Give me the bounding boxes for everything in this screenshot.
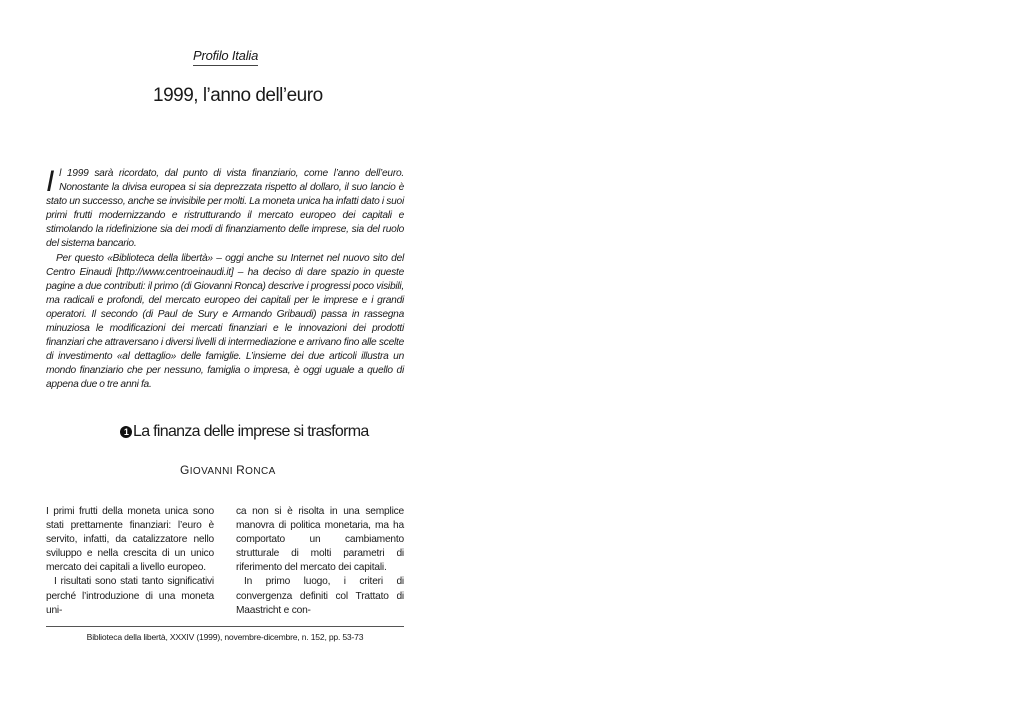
number-one-icon: 1 [120,426,132,438]
intro-paragraph-1-text: l 1999 sarà ricordato, dal punto di vista finanziario, come l’anno dell’euro. Nonostante la divisa europea si sia deprezzata rispetto al dollaro, il suo lancio è stato un successo, anche se invisibile per molti. La moneta unica ha infatti dato i suoi primi frutti modernizzando e ristrutturando il mercato europeo dei capitali e stimolando la ridefinizione sia dei modi di finanziamento delle imprese, sia del ruolo del sistema bancario. [46,168,404,250]
page-title: 1999, l’anno dell’euro [153,85,323,106]
drop-cap: I [46,165,55,198]
footer-citation: Biblioteca della libertà, XXXIV (1999), novembre-dicembre, n. 152, pp. 53-73 [86,632,364,642]
footer-divider [46,626,404,627]
author-initial-last: R [236,463,246,477]
article-title [120,422,369,442]
intro-paragraph-1 [46,167,404,252]
column-left-paragraph-1: I primi frutti della moneta unica sono stati prettamente finanziari: l’euro è servito, infatti, da catalizzatore nello sviluppo e nella crescita di un unico mercato dei capitali a livello europeo. [46,506,214,574]
intro-paragraph-2: Per questo «Biblioteca della libertà» – oggi anche su Internet nel nuovo sito del Centro Einaudi [http://www.centroeinaudi.it] – ha deciso di dare spazio in queste pagine a due contributi: il primo (di Giovanni Ronca) descrive i progressi poco visibili, ma radicali e profondi, del mercato europeo dei capitali per le imprese e i grandi operatori. Il secondo (di Paul de Sury e Armando Gribaudi) passa in rassegna minuziosa le modificazioni dei mercati finanziari e le innovazioni dei prodotti finanziari che attraversano i diversi livelli di intermediazione e arrivano fino alle scelte di investimento «al dettaglio» delle famiglie. L’insieme dei due articoli illustra un mondo finanziario che per nessuno, famiglia o impresa, è oggi uguale a quello di appena due o tre anni fa. [46,252,404,391]
author-initial-first: G [180,463,190,477]
column-right-paragraph-1: ca non si è risolta in una semplice manovra di politica monetaria, ma ha comportato un cambiamento strutturale di molti parametri di riferimento del mercato dei capitali. [236,506,404,574]
column-right [236,505,404,618]
column-left-paragraph-2: I risultati sono stati tanto significativi perché l’introduzione di una moneta uni- [46,576,214,616]
section-label: Profilo Italia [193,48,258,66]
author-name: GIOVANNI RONCA [180,463,276,477]
intro-block [46,167,404,393]
column-left [46,505,214,618]
column-right-paragraph-2: In primo luogo, i criteri di convergenza definiti col Trattato di Maastricht e con- [236,576,404,616]
article-title-text: La finanza delle imprese si trasforma [133,423,369,440]
